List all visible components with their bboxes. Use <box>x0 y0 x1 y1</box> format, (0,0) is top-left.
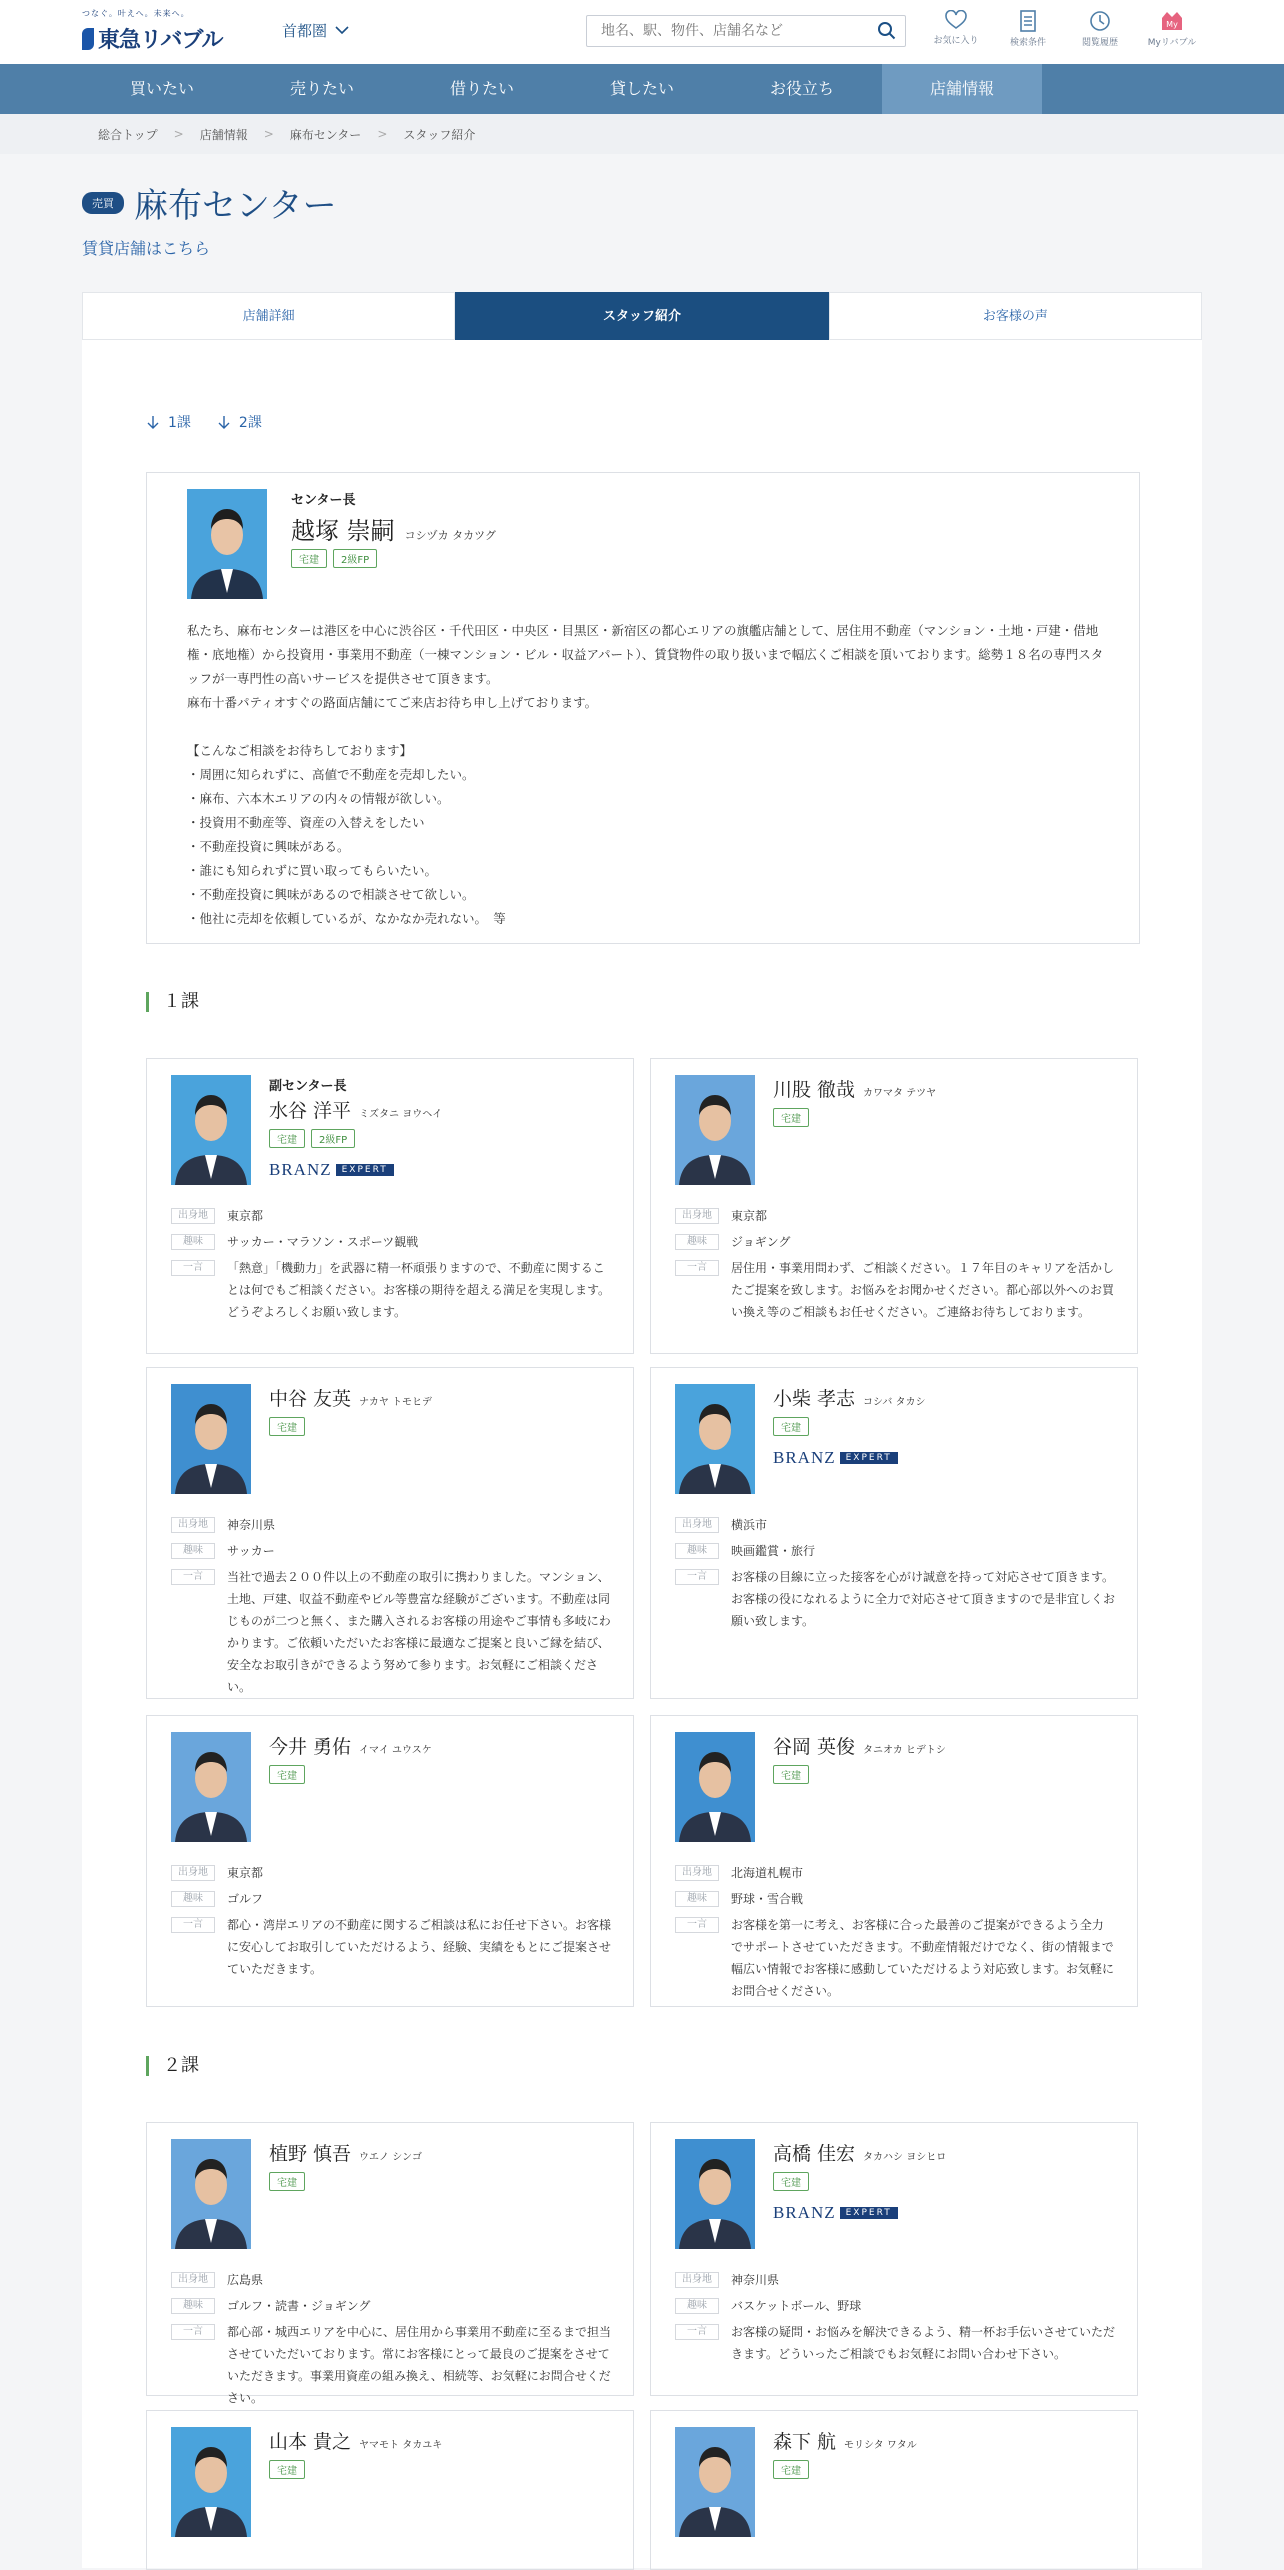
branz-word: BRANZ <box>773 2203 836 2222</box>
staff-name-text: 中谷 友英 <box>269 1388 352 1410</box>
section-anchors <box>146 412 262 432</box>
clock-icon <box>1089 10 1111 32</box>
section-title: ２課 <box>146 2056 199 2076</box>
staff-name <box>269 2139 422 2166</box>
staff-origin: 神奈川県 <box>227 1518 276 1532</box>
history-label: 閲覧履歴 <box>1081 38 1118 48</box>
staff-hobby: ゴルフ <box>227 1892 264 1906</box>
staff-name-text: 越塚 崇嗣 <box>291 517 395 545</box>
staff-name <box>773 1732 946 1759</box>
svg-text:My: My <box>1166 20 1178 29</box>
sale-badge: 売買 <box>82 192 124 214</box>
staff-photo <box>171 1732 251 1842</box>
search-icon[interactable] <box>877 21 897 41</box>
site-header <box>0 0 1284 64</box>
origin-label: 出身地 <box>171 1517 215 1533</box>
branz-expert-logo <box>773 2203 946 2223</box>
center-message: 私たち、麻布センターは港区を中心に渋谷区・千代田区・中央区・目黒区・新宿区の都心エリアの旗艦店舗として、居住用不動産（マンション・土地・戸建・借地権・底地権）から投資用・事業用不動産（一棟マンション・ビル・収益アパート）、賃貸物件の取り扱いまで幅広くご相談を頂いております。総勢１８名の専門スタッフが一専門性の高いサービスを提供させて頂きます。 麻布十番パティオすぐの路面店舗にてご来店お待ち申し上げております。 【こんなご相談をお待ちしております】 ・周囲に知られずに、高値で不動産を売却したい。 ・麻布、六本木エリアの内々の情報が欲しい。 ・投資用不動産等、資産の入替えをしたい ・不動産投資に興味がある。 ・誰にも知られずに買い取ってもらいたい。 ・不動産投資に興味があるので相談させて欲しい。 ・他社に売却を依頼しているが、なかなか売れない。 等 <box>187 623 1104 926</box>
staff-card <box>146 1715 634 2007</box>
comment-label: 一言 <box>675 1260 719 1276</box>
staff-photo <box>171 1384 251 1494</box>
staff-comment: お客様の目線に立った接客を心がけ誠意を持って対応させて頂きます。お客様の役になれるように全力で対応させて頂きますので是非宜しくお願い致します。 <box>731 1570 1116 1628</box>
staff-kana: コシヅカ タカツグ <box>404 529 497 542</box>
staff-card <box>146 1058 634 1354</box>
branz-tag: EXPERT <box>336 1164 394 1176</box>
branz-expert-logo <box>269 1160 442 1180</box>
staff-photo <box>675 1075 755 1185</box>
comment-label: 一言 <box>171 1569 215 1585</box>
staff-comment: 居住用・事業用問わず、ご相談ください。１７年目のキャリアを活かしたご提案を致します。お悩みをお聞かせください。都心部以外へのお買い換え等のご相談もお任せください。ご連絡お待ちしております。 <box>731 1261 1115 1319</box>
staff-content <box>82 340 1202 2568</box>
qualification-badge: 宅建 <box>773 2460 809 2479</box>
page-title-area <box>82 178 337 227</box>
chevron-down-icon <box>335 26 349 35</box>
origin-label: 出身地 <box>675 1865 719 1881</box>
hobby-label: 趣味 <box>675 1891 719 1907</box>
breadcrumb-stores[interactable]: 店舗情報 <box>199 127 248 142</box>
qualification-badge: 宅建 <box>269 1417 305 1436</box>
qualification-badge: 2級FP <box>333 549 377 568</box>
staff-name <box>269 2427 442 2454</box>
comment-label: 一言 <box>171 1260 215 1276</box>
origin-label: 出身地 <box>171 1208 215 1224</box>
staff-kana: ナカヤ トモヒデ <box>359 1397 433 1408</box>
staff-hobby: サッカー・マラソン・スポーツ観戦 <box>227 1235 419 1249</box>
qualification-badge: 宅建 <box>269 1129 305 1148</box>
section-title: １課 <box>146 992 199 1012</box>
staff-name <box>269 1384 432 1411</box>
search-input[interactable] <box>587 16 857 46</box>
staff-card <box>146 1367 634 1699</box>
qualification-badge: 宅建 <box>773 1108 809 1127</box>
heart-icon <box>945 10 967 30</box>
branz-tag: EXPERT <box>840 1452 898 1464</box>
qualification-badge: 宅建 <box>773 1765 809 1784</box>
staff-kana: カワマタ テツヤ <box>863 1088 937 1099</box>
nav-useful[interactable]: お役立ち <box>769 79 834 98</box>
tab-store-detail[interactable]: 店舗詳細 <box>82 292 455 340</box>
staff-name-text: 高橋 佳宏 <box>773 2143 856 2165</box>
staff-card <box>650 1367 1138 1699</box>
nav-lease[interactable]: 貸したい <box>609 79 674 98</box>
hobby-label: 趣味 <box>171 1234 215 1250</box>
my-livable-label: Myリバブル <box>1147 38 1197 48</box>
origin-label: 出身地 <box>171 1865 215 1881</box>
staff-kana: ヤマモト タカユキ <box>359 2440 443 2451</box>
staff-hobby: ジョギング <box>731 1235 791 1249</box>
global-nav <box>0 64 1284 114</box>
qualification-badge: 宅建 <box>773 2172 809 2191</box>
hobby-label: 趣味 <box>171 1543 215 1559</box>
staff-origin: 広島県 <box>227 2273 264 2287</box>
staff-name-text: 山本 貴之 <box>269 2431 352 2453</box>
origin-label: 出身地 <box>675 1208 719 1224</box>
staff-card <box>650 2410 1138 2570</box>
logo-tagline: つなぐ。叶えへ。未来へ。 <box>82 9 190 18</box>
staff-name <box>773 1075 936 1102</box>
staff-kana: ウエノ シンゴ <box>359 2152 422 2163</box>
staff-card <box>146 2122 634 2405</box>
staff-name <box>291 511 496 546</box>
staff-comment: お客様の疑問・お悩みを解決できるよう、精一杯お手伝いさせていただきます。どういったご相談でもお気軽にお問い合わせ下さい。 <box>731 2325 1116 2361</box>
region-label: 首都圏 <box>282 22 328 40</box>
staff-name <box>269 1096 442 1123</box>
hobby-label: 趣味 <box>675 1234 719 1250</box>
staff-photo <box>171 2139 251 2249</box>
staff-comment: お客様を第一に考え、お客様に合った最善のご提案ができるよう全力でサポートさせていただきます。不動産情報だけでなく、街の情報まで幅広い情報でお客様に感動していただけるよう対応致します。お気軽にお問合せください。 <box>731 1918 1115 1998</box>
staff-origin: 横浜市 <box>731 1518 768 1532</box>
staff-comment: 都心部・城西エリアを中心に、居住用から事業用不動産に至るまで担当させていただいております。常にお客様にとって最良のご提案をさせていただきます。事業用資産の組み換え、相続等、お気軽にお問合せください。 <box>227 2325 612 2405</box>
staff-name-text: 川股 徹哉 <box>773 1079 856 1101</box>
favorites-link[interactable] <box>920 10 992 48</box>
staff-kana: モリシタ ワタル <box>844 2440 917 2451</box>
staff-hobby: 映画鑑賞・旅行 <box>731 1544 816 1558</box>
saved-search-label: 検索条件 <box>1009 38 1046 48</box>
staff-origin: 東京都 <box>731 1209 768 1223</box>
breadcrumb-top[interactable]: 総合トップ <box>98 127 158 142</box>
staff-origin: 神奈川県 <box>731 2273 780 2287</box>
staff-photo <box>675 1732 755 1842</box>
favorites-label: お気に入り <box>933 36 979 46</box>
staff-origin: 東京都 <box>227 1866 264 1880</box>
staff-name <box>773 1384 926 1411</box>
staff-name-text: 谷岡 英俊 <box>773 1736 856 1758</box>
nav-buy[interactable]: 買いたい <box>129 79 194 98</box>
staff-name-text: 小柴 孝志 <box>773 1388 856 1410</box>
my-icon <box>1160 10 1184 32</box>
staff-name-text: 植野 慎吾 <box>269 2143 352 2165</box>
staff-hobby: サッカー <box>227 1544 275 1558</box>
logo-mark-icon <box>82 28 94 50</box>
staff-name-text: 今井 勇佑 <box>269 1736 352 1758</box>
comment-label: 一言 <box>171 2324 215 2340</box>
hobby-label: 趣味 <box>171 2298 215 2314</box>
branz-word: BRANZ <box>773 1448 836 1467</box>
arrow-down-icon <box>217 415 231 429</box>
staff-card <box>650 1715 1138 2007</box>
hobby-label: 趣味 <box>675 1543 719 1559</box>
hobby-label: 趣味 <box>171 1891 215 1907</box>
qualification-badge: 宅建 <box>269 2172 305 2191</box>
branz-expert-logo <box>773 1448 926 1468</box>
staff-card <box>650 2122 1138 2396</box>
anchor-label: 1課 <box>168 415 191 431</box>
staff-name <box>269 1732 432 1759</box>
staff-comment: 都心・湾岸エリアの不動産に関するご相談は私にお任せ下さい。お客様に安心してお取引していただけるよう、経験、実績をもとにご提案させていただきます。 <box>227 1918 612 1976</box>
staff-comment: 当社で過去２００件以上の不動産の取引に携わりました。マンション、土地、戸建、収益不動産やビル等豊富な経験がございます。不動産は同じものが二つと無く、また購入されるお客様の用途やご事情も多岐にわかります。ご依頼いただいたお客様に最適なご提案と良いご縁を結び、安全なお取引きができるよう努めて参ります。お気軽にご相談ください。 <box>227 1570 611 1694</box>
document-icon <box>1019 10 1037 32</box>
site-logo[interactable] <box>82 8 222 54</box>
store-tabs <box>82 292 1202 340</box>
saved-search-link[interactable] <box>992 10 1064 48</box>
history-link[interactable] <box>1064 10 1136 48</box>
breadcrumb-separator-icon: > <box>377 127 388 141</box>
arrow-down-icon <box>146 415 160 429</box>
origin-label: 出身地 <box>675 1517 719 1533</box>
origin-label: 出身地 <box>171 2272 215 2288</box>
nav-stores[interactable]: 店舗情報 <box>882 64 1042 114</box>
staff-name <box>773 2427 917 2454</box>
staff-photo <box>187 489 267 599</box>
my-livable-link[interactable] <box>1136 10 1208 48</box>
breadcrumb <box>0 114 1284 154</box>
comment-label: 一言 <box>675 1569 719 1585</box>
comment-label: 一言 <box>171 1917 215 1933</box>
staff-role: 副センター長 <box>269 1079 347 1094</box>
staff-kana: タニオカ ヒデトシ <box>863 1745 946 1756</box>
qualification-badge: 宅建 <box>773 1417 809 1436</box>
breadcrumb-current: スタッフ紹介 <box>403 127 476 142</box>
staff-comment: 「熱意」「機動力」を武器に精一杯頑張りますので、不動産に関することは何でもご相談ください。お客様の期待を超える満足を実現します。どうぞよろしくお願い致します。 <box>227 1261 611 1319</box>
staff-hobby: バスケットボール、野球 <box>731 2299 862 2313</box>
rental-store-link[interactable]: 賃貸店舗はこちら <box>82 239 211 258</box>
staff-kana: イマイ ユウスケ <box>359 1745 432 1756</box>
anchor-section-2[interactable] <box>217 412 262 432</box>
tab-voices[interactable]: お客様の声 <box>829 292 1202 340</box>
staff-origin: 北海道札幌市 <box>731 1866 804 1880</box>
staff-photo <box>675 2139 755 2249</box>
qualification-badge: 宅建 <box>269 2460 305 2479</box>
qualification-badge: 宅建 <box>291 549 327 568</box>
nav-rent[interactable]: 借りたい <box>449 79 514 98</box>
region-selector[interactable] <box>282 20 349 41</box>
branz-word: BRANZ <box>269 1160 332 1179</box>
staff-card <box>146 2410 634 2570</box>
branz-tag: EXPERT <box>840 2207 898 2219</box>
anchor-section-1[interactable] <box>146 412 191 432</box>
anchor-label: 2課 <box>238 415 262 431</box>
qualification-badge: 宅建 <box>269 1765 305 1784</box>
nav-sell[interactable]: 売りたい <box>289 79 354 98</box>
search-box <box>586 15 906 47</box>
staff-photo <box>675 2427 755 2537</box>
staff-photo <box>171 1075 251 1185</box>
staff-kana: コシバ タカシ <box>863 1397 926 1408</box>
origin-label: 出身地 <box>675 2272 719 2288</box>
staff-name-text: 水谷 洋平 <box>269 1100 352 1122</box>
breadcrumb-center[interactable]: 麻布センター <box>289 127 362 142</box>
staff-photo <box>675 1384 755 1494</box>
hobby-label: 趣味 <box>675 2298 719 2314</box>
page-title: 麻布センター <box>134 186 337 226</box>
staff-name <box>773 2139 946 2166</box>
staff-hobby: 野球・雪合戦 <box>731 1892 804 1906</box>
comment-label: 一言 <box>675 1917 719 1933</box>
staff-card <box>650 1058 1138 1354</box>
staff-role: センター長 <box>291 493 356 508</box>
comment-label: 一言 <box>675 2324 719 2340</box>
breadcrumb-separator-icon: > <box>263 127 274 141</box>
breadcrumb-separator-icon: > <box>173 127 184 141</box>
logo-text: 東急リバブル <box>98 28 223 53</box>
center-head-card <box>146 472 1140 944</box>
staff-photo <box>171 2427 251 2537</box>
qualification-badge: 2級FP <box>311 1129 355 1148</box>
staff-hobby: ゴルフ・読書・ジョギング <box>227 2299 371 2313</box>
staff-name-text: 森下 航 <box>773 2431 837 2453</box>
staff-origin: 東京都 <box>227 1209 264 1223</box>
tab-staff[interactable]: スタッフ紹介 <box>455 292 828 340</box>
staff-kana: タカハシ ヨシヒロ <box>863 2152 947 2163</box>
staff-kana: ミズタニ ヨウヘイ <box>359 1109 443 1120</box>
